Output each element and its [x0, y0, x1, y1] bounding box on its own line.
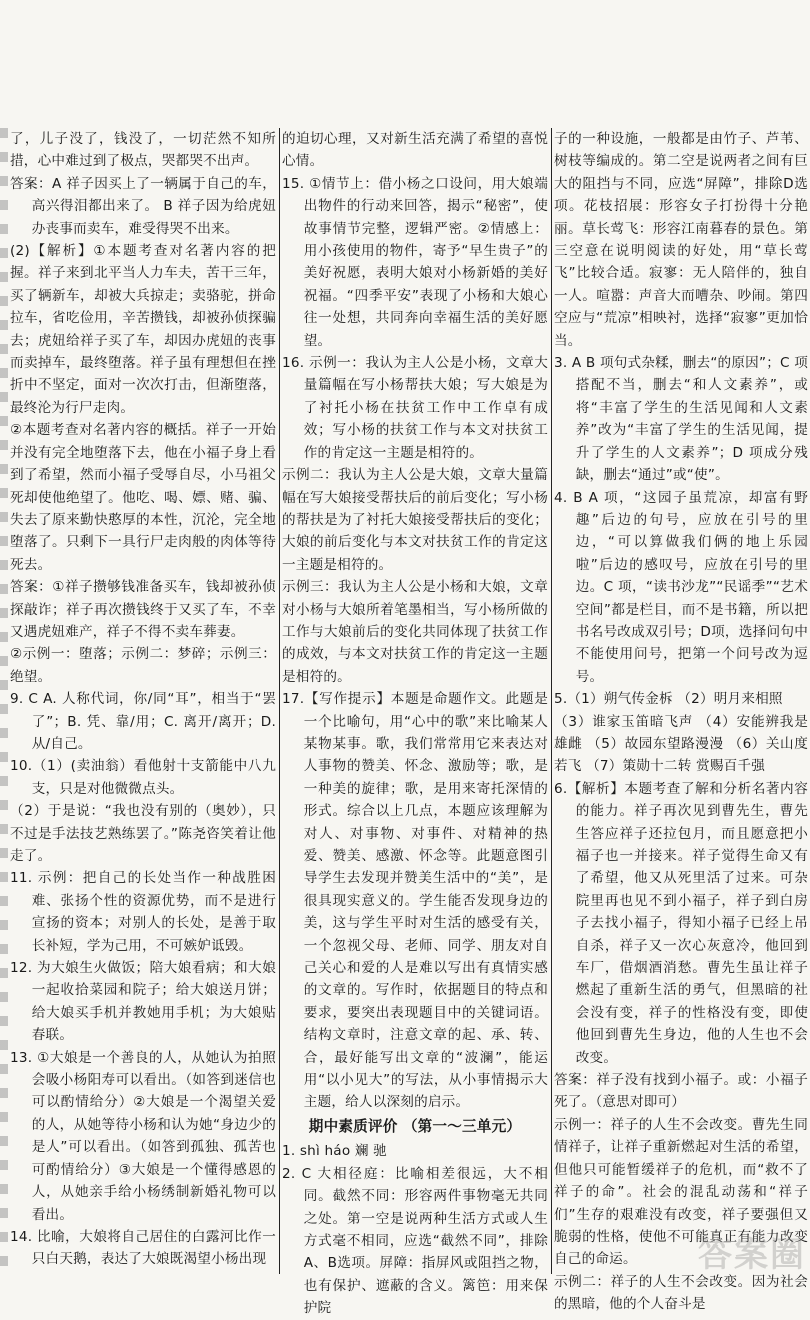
section-heading: 期中素质评价 （第一～三单元） [308, 1117, 522, 1135]
watermark-logo: 答案圈 [698, 1235, 806, 1275]
question-item: 17.【写作提示】本题是命题作文。此题是一个比喻句，用“心中的歌”来比喻某人某物某事。歌，我们常常用它来表达对人事物的赞美、怀念、激励等；歌，是一种美的旋律；歌，是用来寄托深情的形式。综合以上几点，本题应该理解为对人、对事物、对事件、对精神的热爱、赞美、感激、怀念等。此题意图引导学生去发现并赞美生活中的“美”，是很具现实意义的。学生能否发现身边的美，这与学生平时对生活的感受有关，一个忽视父母、老师、同学、朋友对自己关心和爱的人是难以写出有真情实感的文章的。写作时，依据题目的特点和要求，要突出表现题目中的关键词语。结构文章时，注意文章的起、承、转、合，最好能写出文章的“波澜”，能运用“以小见大”的写法，从小事情揭示大主题，给人以深刻的启示。 [282, 691, 548, 1111]
answer-column-middle [282, 128, 548, 1317]
answer-column-left [10, 128, 276, 1274]
paragraph: （2）于是说：“我也没有别的（奥妙），只不过是手法技艺熟练罢了。”陈尧咨笑着让他走了。 [10, 803, 276, 864]
question-item: 11. 示例：把自己的长处当作一种战胜困难、张扬个性的资源优势，而不是进行宣扬的资本；对别人的长处，是善于取长补短，学为己用，不可嫉妒诋毁。 [10, 870, 276, 954]
question-item: 12. 为大娘生火做饭；陪大娘看病；和大娘一起收拾菜园和院子；给大娘送月饼；给大娘买手机并教她用手机；为大娘贴春联。 [10, 960, 276, 1044]
question-item: 3. A B 项句式杂糅，删去“的原因”；C 项搭配不当，删去“和人文素养”，或将“丰富了学生的生活见闻和人文素养”改为“丰富了学生的生活见闻，提升了学生的人文素养”；D 项成分残缺，删去“通过”或“使”。 [554, 355, 808, 484]
question-item: 16. 示例一：我认为主人公是小杨，文章大量篇幅在写小杨帮扶大娘；写大娘是为了衬托小杨在扶贫工作中工作卓有成效；写小杨的扶贫工作与本文对扶贫工作的肯定这一主题是相符的。 [282, 355, 548, 461]
question-item: 14. 比喻，大娘将自己居住的白露河比作一只白天鹅，表达了大娘既渴望小杨出现 [10, 1228, 276, 1268]
paragraph: 示例二：我认为主人公是大娘，文章大量篇幅在写大娘接受帮扶后的前后变化；写小杨的帮扶是为了衬托大娘接受帮扶后的变化；大娘的前后变化与本文对扶贫工作的肯定这一主题是相符的。 [282, 467, 548, 573]
binding-edge [0, 128, 8, 1274]
paragraph: 示例三：我认为主人公是小杨和大娘，文章对小杨与大娘所着笔墨相当，写小杨所做的工作与大娘前后的变化共同体现了扶贫工作的成效，与本文对扶贫工作的肯定这一主题是相符的。 [282, 579, 548, 685]
paragraph: 答案：祥子没有找到小福子。或：小福子死了。（意思对即可） [554, 1072, 808, 1111]
question-item: 9. C A. 人称代词，你/同“耳”，相当于“罢了”；B. 凭、靠/用；C. 离开/离开；D. 从/自己。 [10, 691, 276, 752]
question-item: 4. B A 项，“这园子虽荒凉，却富有野趣”后边的句号，应放在引号的里边，“可以算做我们俩的地上乐园啦”后边的感叹号，应放在引号的里边。C 项，“读书沙龙”“民谣季”“艺术空间”都是栏目，而不是书籍，所以把书名号改成双引号；D项，选择问句中不能使用问号，把第一个问号改为逗号。 [554, 489, 808, 685]
paragraph: 示例一：祥子的人生不会改变。曹先生同情祥子，让祥子重新燃起对生活的希望，但他只可能暂缓祥子的危机，而“救不了祥子的命”。社会的混乱动荡和“祥子们”生存的艰难没有改变，祥子要强但又脆弱的性格，使他不可能真正有能力改变自己的命运。 [554, 1116, 808, 1268]
paragraph: 子的一种设施，一般都是由竹子、芦苇、树枝等编成的。第二空是说两者之间有巨大的阻挡与不同，应选“屏障”，排除D选项。花枝招展：形容女子打扮得十分艳丽。草长莺飞：形容江南暮春的景色。第三空意在说明阅读的好处，用“草长莺飞”比较合适。寂寥：无人陪伴的，独自一人。喧嚣：声音大而嘈杂、吵闹。第四空应与“荒凉”相映衬，选择“寂寥”更加恰当。 [554, 131, 808, 349]
paragraph: (2)【解析】①本题考查对名著内容的把握。祥子来到北平当人力车夫，苦干三年，买了辆新车，却被大兵掠走；卖骆驼，拼命拉车，省吃俭用，辛苦攒钱，却被孙侦探骗去；虎妞给祥子买了车，却因办虎妞的丧事而卖掉车，最终堕落。祥子虽有理想但在挫折中不坚定，面对一次次打击，但渐堕落，最终沦为行尸走肉。 [10, 243, 276, 416]
paragraph: （3）谁家玉笛暗飞声 （4）安能辨我是雄雌 （5）故园东望路漫漫 （6）关山度若飞 （7）策勋十二转 赏赐百千强 [554, 713, 808, 775]
paragraph: 示例二：祥子的人生不会改变。因为社会的黑暗，他的个人奋斗是 [554, 1273, 808, 1313]
column-divider [279, 128, 280, 1274]
question-item: 15. ①情节上：借小杨之口设问，用大娘端出物件的行动来回答，揭示“秘密”，使故事情节完整，逻辑严密。②情感上：用小孩使用的物件，寄予“早生贵子”的美好祝愿，表明大娘对小杨新婚的美好祝福。“四季平安”表现了小杨和大娘心往一处想，共同奔向幸福生活的美好愿望。 [282, 175, 548, 349]
question-item: 6.【解析】本题考查了解和分析名著内容的能力。祥子再次见到曹先生，曹先生答应祥子还拉包月，而且愿意把小福子也一并接来。祥子觉得生命又有了希望，他又从死里活了过来。可杂院里再也见不到小福子，祥子到白房子去找小福子，得知小福子已经上吊自杀，祥子又一次心灰意冷，他回到车厂，借烟酒消愁。曹先生虽让祥子燃起了重新生活的勇气，但黑暗的社会没有变，祥子的性格没有变，即使他回到曹先生身边，他的人生也不会改变。 [554, 780, 808, 1066]
paragraph: 了，儿子没了，钱没了，一切茫然不知所措，心中难过到了极点，哭都哭不出声。 [10, 131, 276, 170]
answer-column-right [554, 128, 808, 1313]
paragraph: ②本题考查对名著内容的概括。祥子一开始并没有完全地堕落下去，他在小福子身上看到了希望，然而小福子受辱自尽，小马祖父死却使他绝望了。他吃、喝、嫖、赌、骗、失去了原来勤快憨厚的本性，沉沦，完全地堕落了。只剩下一具行尸走肉般的肉体等待死去。 [10, 422, 276, 573]
paragraph: 答案：A 祥子因买上了一辆属于自己的车，高兴得泪都出来了。 B 祥子因为给虎妞办丧事而卖车，难受得哭不出来。 [10, 175, 276, 237]
question-item: 1. shì háo 斓 驰 [282, 1143, 387, 1160]
question-item: 2. C 大相径庭：比喻相差很远，大不相同。截然不同：形容两件事物毫无共同之处。第一空是说两种生活方式或人生方式毫不相同，应选“截然不同”，排除A、B选项。屏障：指屏风或阻挡之物，也有保护、遮蔽的含义。篱笆：用来保护院 [282, 1165, 548, 1317]
question-item: 5.（1）朔气传金柝 （2）明月来相照 [554, 691, 783, 708]
column-divider [551, 128, 552, 1274]
paragraph: 答案：①祥子攒够钱准备买车，钱却被孙侦探敲诈；祥子再次攒钱终于又买了车，不幸又遇虎妞难产，祥子不得不卖车葬妻。 [10, 579, 276, 640]
paragraph: 的迫切心理，又对新生活充满了希望的喜悦心情。 [282, 131, 548, 170]
question-item: 10.（1）(卖油翁）看他射十支箭能中八九支，只是对他微微点头。 [10, 758, 276, 797]
paragraph: ②示例一：堕落；示例二：梦碎；示例三：绝望。 [10, 646, 276, 685]
question-item: 13. ①大娘是一个善良的人，从她认为拍照会吸小杨阳寿可以看出。（如答到迷信也可以酌情给分）②大娘是一个渴望关爱的人，从她等待小杨和认为她“身边少的是人”可以看出。（如答到孤独、孤苦也可酌情给分）③大娘是一个懂得感恩的人，从她亲手给小杨绣制新婚礼物可以看出。 [10, 1049, 276, 1223]
